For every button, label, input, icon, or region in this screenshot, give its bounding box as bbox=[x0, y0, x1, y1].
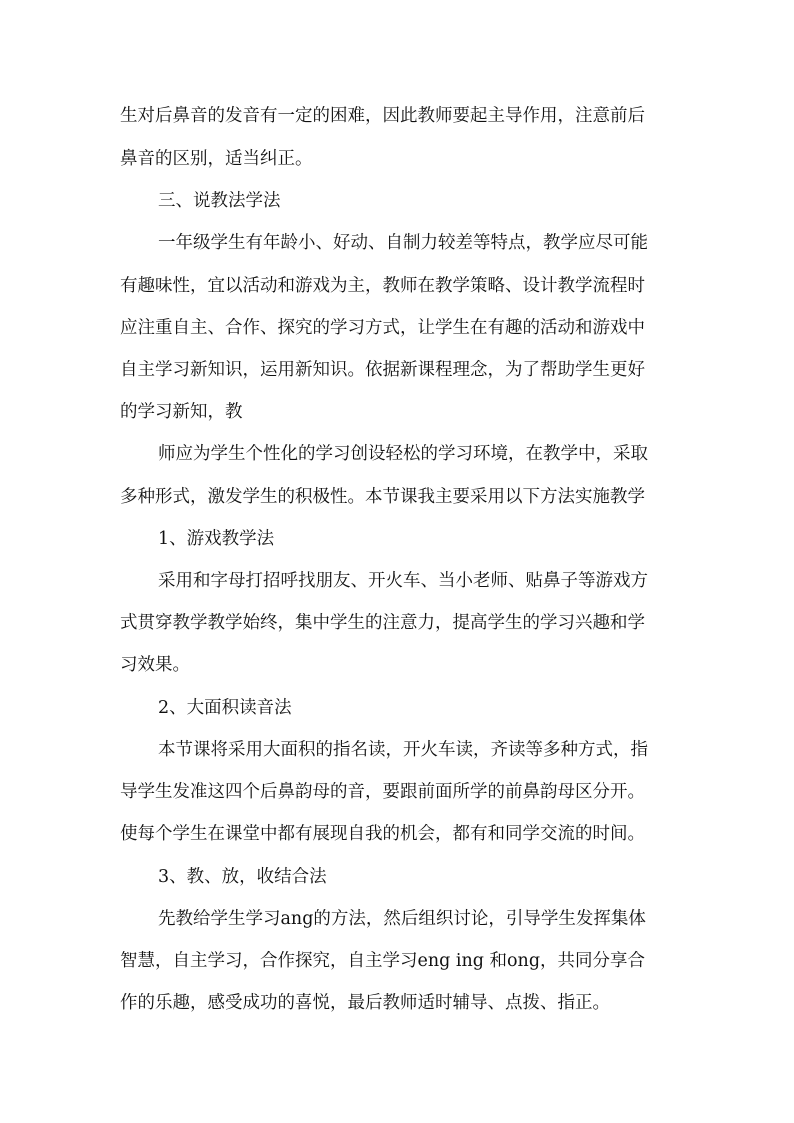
body-text-line: 作的乐趣，感受成功的喜悦，最后教师适时辅导、点拨、指正。 bbox=[120, 993, 610, 1013]
body-text-line: 先教给学生学习ang的方法，然后组织讨论，引导学生发挥集体 bbox=[158, 909, 646, 929]
subsection-heading: 2、大面积读音法 bbox=[158, 698, 292, 718]
body-text-line: 习效果。 bbox=[120, 655, 190, 675]
body-text-line: 式贯穿教学教学始终，集中学生的注意力，提高学生的学习兴趣和学 bbox=[120, 613, 645, 633]
body-text-line: 多种形式，激发学生的积极性。本节课我主要采用以下方法实施教学 bbox=[120, 487, 645, 507]
body-text-line: 采用和字母打招呼找朋友、开火车、当小老师、贴鼻子等游戏方 bbox=[158, 571, 648, 591]
body-text-line: 应注重自主、合作、探究的学习方式，让学生在有趣的活动和游戏中 bbox=[120, 318, 645, 338]
body-text-line: 一年级学生有年龄小、好动、自制力较差等特点，教学应尽可能 bbox=[158, 233, 648, 253]
body-text-line: 智慧，自主学习，合作探究，自主学习eng ing 和ong，共同分享合 bbox=[120, 951, 646, 971]
body-text-line: 本节课将采用大面积的指名读，开火车读，齐读等多种方式，指 bbox=[158, 740, 648, 760]
body-text-line: 鼻音的区别，适当纠正。 bbox=[120, 149, 313, 169]
body-text-line: 导学生发准这四个后鼻韵母的音，要跟前面所学的前鼻韵母区分开。 bbox=[120, 782, 645, 802]
body-text-line: 师应为学生个性化的学习创设轻松的学习环境，在教学中，采取 bbox=[158, 444, 648, 464]
body-text-line: 有趣味性，宜以活动和游戏为主，教师在教学策略、设计教学流程时 bbox=[120, 276, 645, 296]
body-text-line: 的学习新知，教 bbox=[120, 402, 243, 422]
body-text-line: 生对后鼻音的发音有一定的困难，因此教师要起主导作用，注意前后 bbox=[120, 106, 645, 126]
section-heading: 三、说教法学法 bbox=[158, 191, 281, 211]
body-text-line: 自主学习新知识，运用新知识。依据新课程理念，为了帮助学生更好 bbox=[120, 360, 645, 380]
subsection-heading: 1、游戏教学法 bbox=[158, 529, 275, 549]
body-text-line: 使每个学生在课堂中都有展现自我的机会，都有和同学交流的时间。 bbox=[120, 824, 645, 844]
subsection-heading: 3、教、放，收结合法 bbox=[158, 867, 327, 887]
